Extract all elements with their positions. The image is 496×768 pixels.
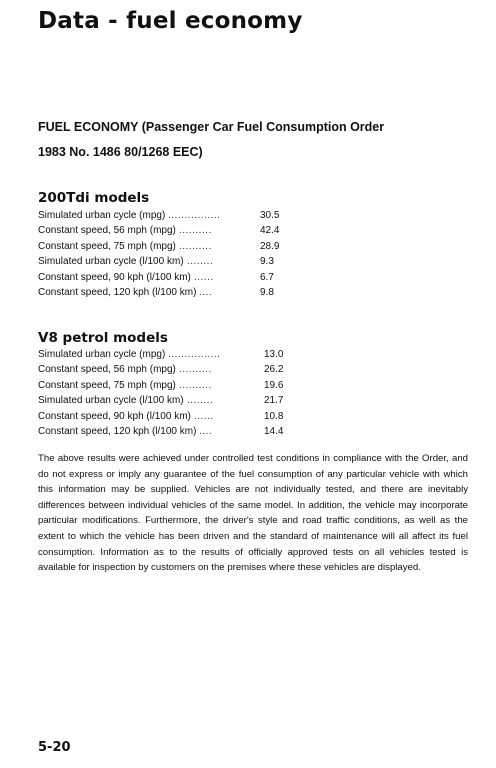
spec-label: Constant speed, 56 mph (mpg) [38,364,176,376]
spec-list-v8-petrol [38,347,298,439]
spec-value: 13.0 [264,349,284,360]
leader-dots: ...... [194,410,214,422]
spec-label: Simulated urban cycle (mpg) [38,210,166,221]
leader-dots: ................ [168,210,221,221]
spec-row [38,223,298,238]
spec-value: 21.7 [264,395,284,407]
spec-label: Constant speed, 120 kph (l/100 km) [38,425,197,437]
leader-dots: .......... [179,379,212,391]
spec-label: Simulated urban cycle (mpg) [38,349,166,360]
spec-row [38,424,298,439]
spec-label: Simulated urban cycle (l/100 km) [38,256,184,268]
spec-label: Constant speed, 90 kph (l/100 km) [38,271,191,283]
spec-row [38,208,298,223]
group-title-v8-petrol: V8 petrol models [38,330,168,346]
leader-dots: .... [199,425,213,437]
spec-value: 28.9 [260,240,280,252]
spec-value: 10.8 [264,410,284,422]
spec-value: 19.6 [264,379,284,391]
spec-row [38,409,298,424]
spec-row [38,378,298,393]
leader-dots: .... [199,286,213,298]
spec-row [38,362,298,377]
spec-row [38,347,298,362]
leader-dots: .......... [179,240,212,252]
page-title: Data - fuel economy [38,8,303,34]
leader-dots: .......... [179,225,212,237]
section-heading-line1: FUEL ECONOMY (Passenger Car Fuel Consumption Order [38,120,385,134]
spec-row [38,239,298,254]
group-title-200tdi: 200Tdi models [38,190,150,206]
spec-label: Constant speed, 56 mph (mpg) [38,225,176,237]
spec-label: Simulated urban cycle (l/100 km) [38,395,184,407]
spec-value: 26.2 [264,364,284,376]
page-number: 5-20 [38,740,71,755]
spec-label: Constant speed, 90 kph (l/100 km) [38,410,191,422]
spec-row [38,270,298,285]
spec-value: 42.4 [260,225,280,237]
spec-label: Constant speed, 75 mph (mpg) [38,240,176,252]
disclaimer-paragraph: The above results were achieved under controlled test conditions in compliance with the Order, and do not express or imply any guarantee of the fuel consumption of any particular vehicle with which this information may be supplied. Vehicles are not individually tested, and there are inevitably differences between individual vehicles of the same model. In addition, the vehicle may incorporate particular modifications. Furthermore, the driver's style and road traffic conditions, as well as the extent to which the vehicle has been driven and the standard of maintenance will all affect its fuel consumption. Information as to the results of officially approved tests on all vehicles tested is available for inspection by customers on the premises where these vehicles are displayed. [38,453,468,574]
spec-value: 9.8 [260,286,274,298]
leader-dots: ...... [194,271,214,283]
section-heading-line2: 1983 No. 1486 80/1268 EEC) [38,145,203,159]
spec-row [38,254,298,269]
leader-dots: .......... [179,364,212,376]
leader-dots: ........ [187,395,214,407]
spec-value: 9.3 [260,256,274,268]
spec-row [38,393,298,408]
spec-value: 30.5 [260,210,280,221]
spec-label: Constant speed, 120 kph (l/100 km) [38,286,197,298]
spec-value: 14.4 [264,425,284,437]
leader-dots: ................ [168,349,221,360]
spec-value: 6.7 [260,271,274,283]
spec-row [38,285,298,300]
spec-label: Constant speed, 75 mph (mpg) [38,379,176,391]
spec-list-200tdi [38,208,298,300]
leader-dots: ........ [187,256,214,268]
